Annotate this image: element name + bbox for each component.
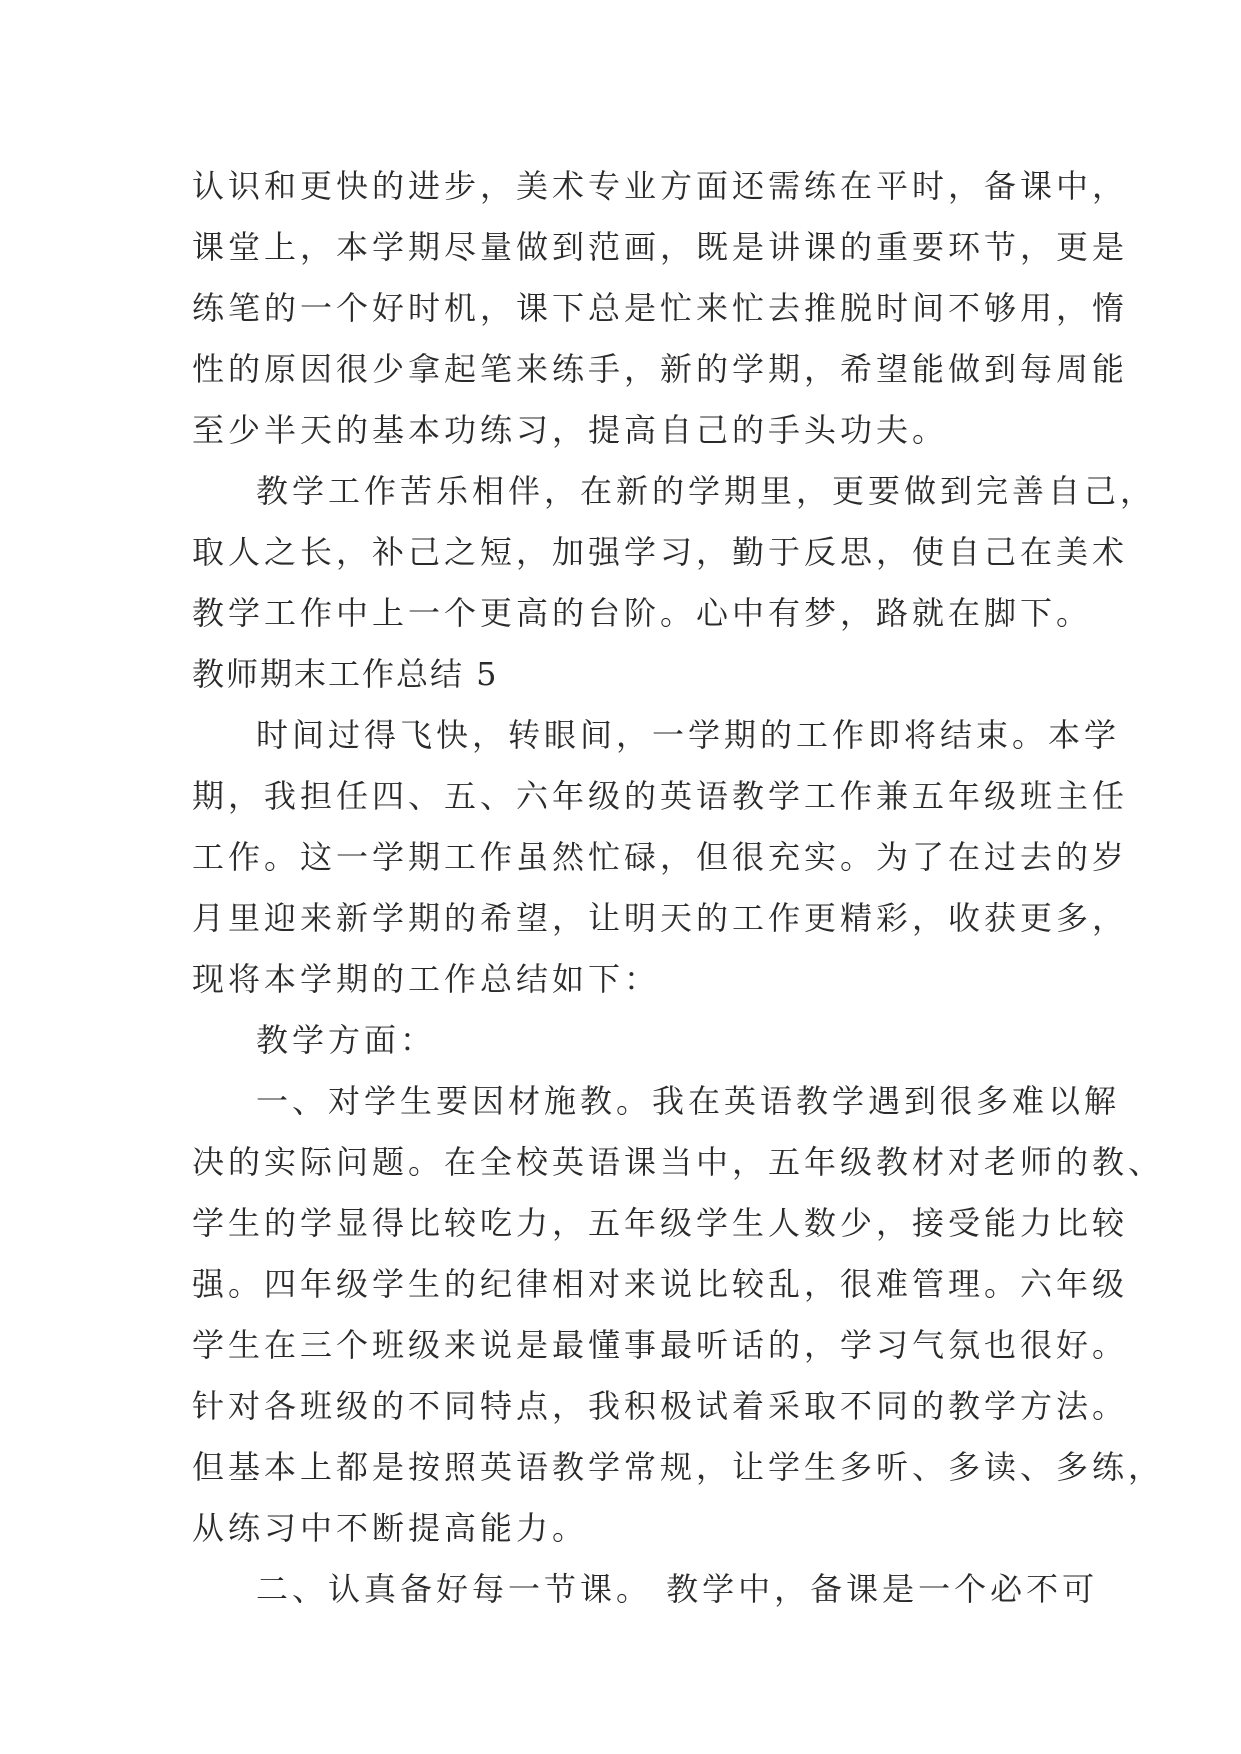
text-line: 决的实际问题。在全校英语课当中，五年级教材对老师的教、 xyxy=(192,1143,1165,1181)
text-line: 课堂上，本学期尽量做到范画，既是讲课的重要环节，更是 xyxy=(192,228,1129,266)
text-line: 教学方面： xyxy=(256,1021,437,1059)
text-line: 二、认真备好每一节课。 教学中，备课是一个必不可 xyxy=(256,1570,1099,1608)
text-line: 学生的学显得比较吃力，五年级学生人数少，接受能力比较 xyxy=(192,1204,1129,1242)
text-line: 月里迎来新学期的希望，让明天的工作更精彩，收获更多， xyxy=(192,899,1129,937)
text-line: 现将本学期的工作总结如下： xyxy=(192,960,661,998)
text-line: 练笔的一个好时机，课下总是忙来忙去推脱时间不够用，惰 xyxy=(192,289,1129,327)
text-line: 一、对学生要因材施教。我在英语教学遇到很多难以解 xyxy=(256,1082,1121,1120)
text-line: 性的原因很少拿起笔来练手，新的学期，希望能做到每周能 xyxy=(192,350,1129,388)
section-heading: 教师期末工作总结 5 xyxy=(192,655,499,693)
text-line: 教学工作中上一个更高的台阶。心中有梦，路就在脚下。 xyxy=(192,594,1093,632)
text-line: 但基本上都是按照英语教学常规，让学生多听、多读、多练， xyxy=(192,1448,1165,1486)
text-line: 期，我担任四、五、六年级的英语教学工作兼五年级班主任 xyxy=(192,777,1129,815)
text-line: 至少半天的基本功练习，提高自己的手头功夫。 xyxy=(192,411,949,449)
document-body xyxy=(192,156,1165,1620)
text-line: 取人之长，补己之短，加强学习，勤于反思，使自己在美术 xyxy=(192,533,1129,571)
text-line: 针对各班级的不同特点，我积极试着采取不同的教学方法。 xyxy=(192,1387,1129,1425)
text-line: 时间过得飞快，转眼间，一学期的工作即将结束。本学 xyxy=(256,716,1121,754)
text-line: 工作。这一学期工作虽然忙碌，但很充实。为了在过去的岁 xyxy=(192,838,1129,876)
text-line: 教学工作苦乐相伴，在新的学期里，更要做到完善自己， xyxy=(256,472,1157,510)
text-line: 认识和更快的进步，美术专业方面还需练在平时，备课中， xyxy=(192,167,1129,205)
text-line: 强。四年级学生的纪律相对来说比较乱，很难管理。六年级 xyxy=(192,1265,1129,1303)
text-line: 学生在三个班级来说是最懂事最听话的，学习气氛也很好。 xyxy=(192,1326,1129,1364)
text-line: 从练习中不断提高能力。 xyxy=(192,1509,589,1547)
